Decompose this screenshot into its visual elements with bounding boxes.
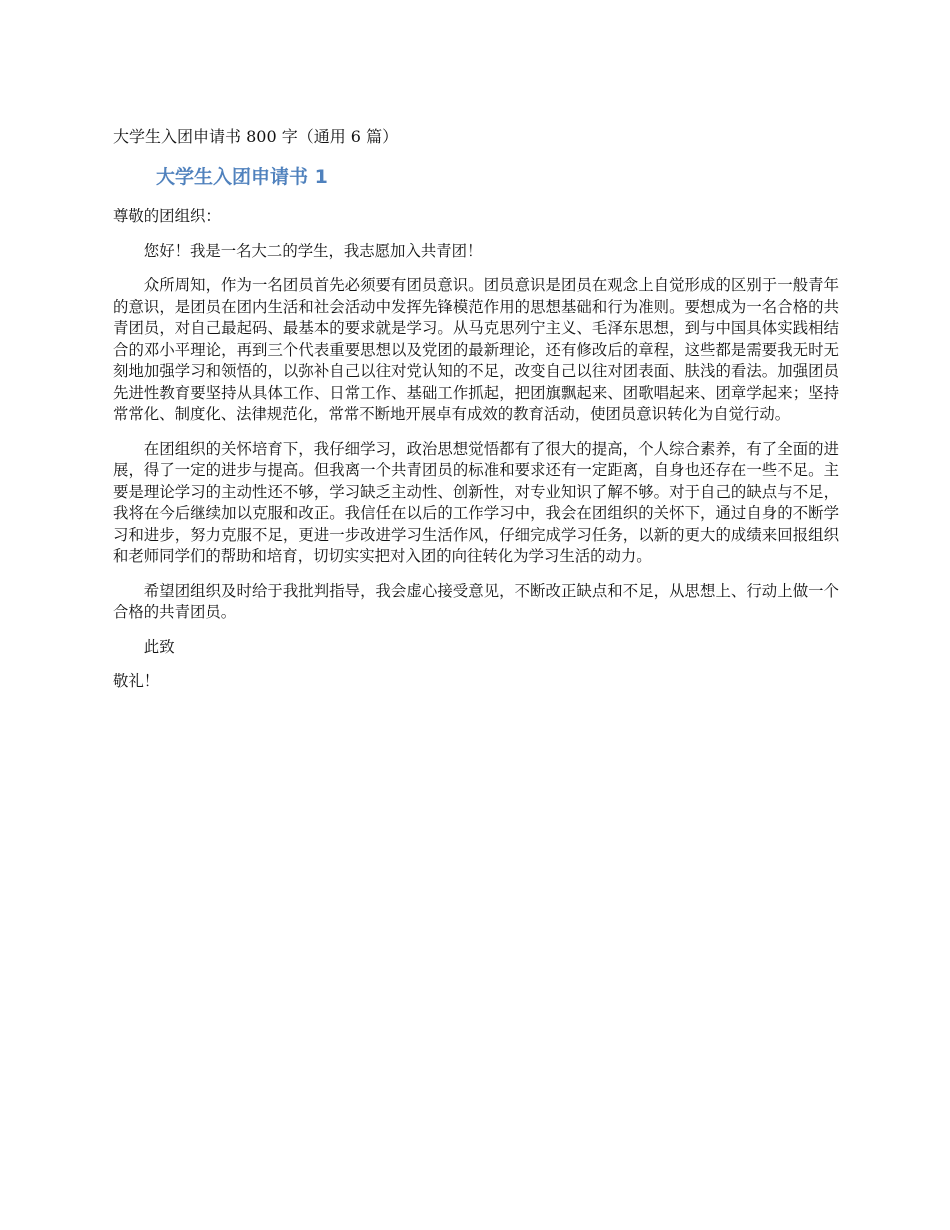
regards-line: 敬礼！ (113, 672, 160, 690)
salutation: 尊敬的团组织： (113, 207, 221, 225)
paragraph-body-1: 众所周知，作为一名团员首先必须要有团员意识。团员意识是团员在观念上自觉形成的区别于一般青年的意识，是团员在团内生活和社会活动中发挥先锋模范作用的思想基础和行为准则。要想成为一名合格的共青团员，对自己最起码、最基本的要求就是学习。从马克思列宁主义、毛泽东思想，到与中国具体实践相结合的邓小平理论，再到三个代表重要思想以及党团的最新理论，还有修改后的章程，这些都是需要我无时无刻地加强学习和领悟的，以弥补自己以往对党认知的不足，改变自己以往对团表面、肤浅的看法。加强团员先进性教育要坚持从具体工作、日常工作、基础工作抓起，把团旗飘起来、团歌唱起来、团章学起来；坚持常常化、制度化、法律规范化，常常不断地开展卓有成效的教育活动，使团员意识转化为自觉行动。 (113, 276, 839, 423)
letter-body (113, 206, 839, 706)
section-heading: 大学生入团申请书 1 (156, 166, 328, 188)
closing-line: 此致 (143, 637, 175, 656)
paragraph-body-3: 希望团组织及时给于我批判指导，我会虚心接受意见，不断改正缺点和不足，从思想上、行动上做一个合格的共青团员。 (113, 581, 839, 621)
paragraph-greeting: 您好！我是一名大二的学生，我志愿加入共青团！ (143, 241, 483, 260)
document-title: 大学生入团申请书 800 字（通用 6 篇） (113, 127, 399, 146)
paragraph-body-2: 在团组织的关怀培育下，我仔细学习，政治思想觉悟都有了很大的提高，个人综合素养，有了全面的进展，得了一定的进步与提高。但我离一个共青团员的标准和要求还有一定距离，自身也还存在一些不足。主要是理论学习的主动性还不够，学习缺乏主动性、创新性，对专业知识了解不够。对于自己的缺点与不足，我将在今后继续加以克服和改正。我信任在以后的工作学习中，我会在团组织的关怀下，通过自身的不断学习和进步，努力克服不足，更进一步改进学习生活作风，仔细完成学习任务，以新的更大的成绩来回报组织和老师同学们的帮助和培育，切切实实把对入团的向往转化为学习生活的动力。 (113, 439, 839, 565)
